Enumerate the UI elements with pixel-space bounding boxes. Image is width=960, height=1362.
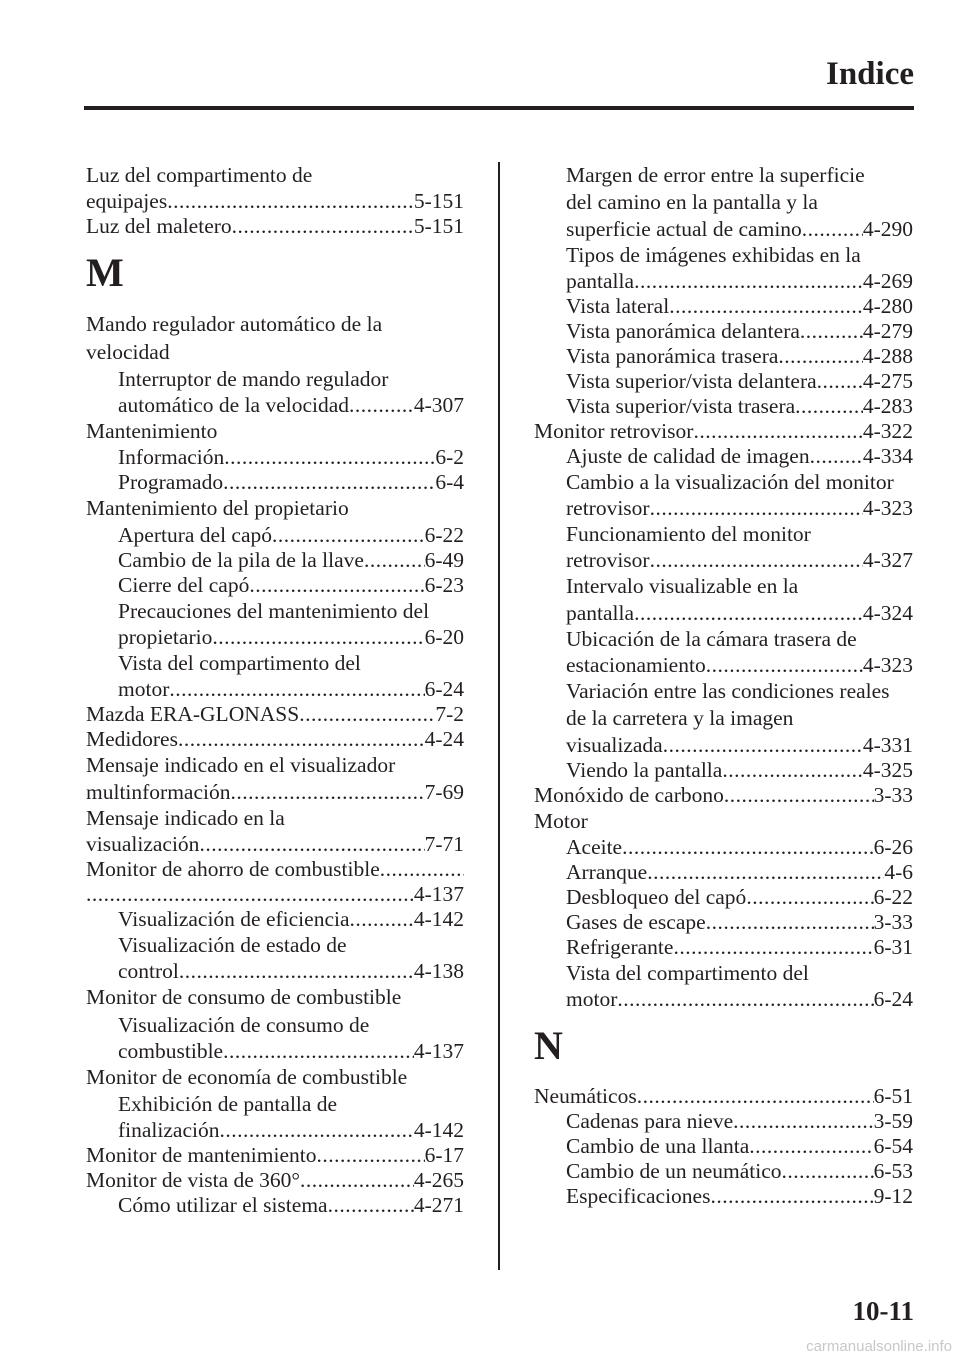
entry-page: 6-24 — [424, 677, 464, 702]
index-subheading: Exhibición de pantalla de — [118, 1092, 338, 1117]
entry-page: 6-54 — [873, 1134, 913, 1159]
entry-text: pantalla — [566, 600, 635, 625]
index-subheading: Visualización de consumo de — [118, 1012, 370, 1037]
index-entry — [86, 780, 464, 805]
entry-page: 7-2 — [435, 702, 464, 727]
entry-text: Gases de escape — [566, 909, 706, 934]
index-subheading: Tipos de imágenes exhibidas en la — [566, 242, 861, 267]
entry-page: 6-49 — [424, 547, 464, 572]
watermark: carmanualsonline.info — [806, 1338, 952, 1355]
entry-page: 4-24 — [424, 727, 464, 752]
index-subheading: Vista del compartimento del — [118, 651, 361, 676]
index-heading: Mando regulador automático de la — [86, 312, 383, 337]
entry-page: 6-23 — [424, 572, 464, 597]
index-subentry — [534, 319, 913, 344]
entry-page: 4-279 — [862, 318, 913, 343]
section-letter-m: M — [86, 250, 124, 296]
entry-page: 6-22 — [424, 522, 464, 547]
index-subentry — [86, 523, 464, 548]
entry-page: 4-331 — [862, 732, 913, 757]
entry-page: 4-271 — [413, 1193, 464, 1218]
index-entry — [534, 419, 913, 444]
page-number: 10-11 — [852, 1296, 914, 1326]
index-entry — [534, 1084, 913, 1109]
index-heading: Monitor de consumo de combustible — [86, 985, 402, 1010]
entry-text: Neumáticos — [534, 1084, 637, 1109]
index-subheading: Precauciones del mantenimiento del — [118, 598, 430, 623]
entry-page: 4-275 — [862, 368, 913, 393]
entry-text: Cambio de una llanta — [566, 1134, 750, 1159]
index-subentry — [534, 910, 913, 935]
index-subentry — [86, 445, 464, 470]
entry-text: Monitor retrovisor — [534, 418, 694, 443]
index-subentry — [534, 369, 913, 394]
entry-page: 4-290 — [862, 216, 913, 241]
index-heading: Motor — [534, 808, 588, 833]
entry-page: 4-327 — [862, 548, 913, 573]
entry-text: propietario — [118, 625, 213, 650]
entry-text: estacionamiento — [566, 653, 706, 678]
index-subheading: Intervalo visualizable en la — [566, 574, 799, 599]
entry-text: pantalla — [566, 268, 635, 293]
index-entry — [86, 189, 464, 214]
index-subentry — [86, 625, 464, 650]
index-subentry — [534, 758, 913, 783]
index-subentry — [86, 907, 464, 932]
index-heading: Mantenimiento — [86, 419, 218, 444]
index-entry-continuation — [86, 882, 464, 907]
entry-page: 4-288 — [862, 343, 913, 368]
index-subentry — [534, 344, 913, 369]
entry-page: 4-325 — [862, 757, 913, 782]
index-subentry — [534, 548, 913, 573]
entry-page: 6-22 — [873, 884, 913, 909]
index-subheading: Funcionamiento del monitor — [566, 522, 811, 547]
entry-page: 4-137 — [413, 1038, 464, 1063]
entry-page: 4-137 — [413, 881, 464, 906]
entry-page: 6-20 — [424, 625, 464, 650]
entry-text: motor — [566, 987, 618, 1012]
entry-text: Cierre del capó — [118, 572, 250, 597]
entry-text: retrovisor — [566, 496, 650, 521]
index-subentry — [86, 677, 464, 702]
entry-page: 4-323 — [862, 653, 913, 678]
index-subentry — [534, 653, 913, 678]
index-subentry — [534, 394, 913, 419]
index-subentry — [534, 294, 913, 319]
entry-text: Apertura del capó — [118, 522, 273, 547]
entry-text: automático de la velocidad — [118, 393, 350, 418]
entry-text: visualización — [86, 831, 200, 856]
entry-text: Arranque — [566, 859, 648, 884]
entry-text: Visualización de eficiencia — [118, 906, 350, 931]
index-subentry — [534, 1184, 913, 1209]
index-entry — [86, 214, 464, 239]
index-subheading: del camino en la pantalla y la — [566, 190, 818, 215]
entry-text: Vista panorámica delantera — [566, 318, 800, 343]
index-subheading: de la carretera y la imagen — [566, 706, 794, 731]
index-subentry — [86, 573, 464, 598]
entry-text: Monitor de vista de 360° — [86, 1168, 301, 1193]
entry-page: 6-24 — [873, 987, 913, 1012]
entry-page: 9-12 — [873, 1184, 913, 1209]
index-subheading: Visualización de estado de — [118, 932, 347, 957]
entry-page: 4-322 — [862, 418, 913, 443]
index-subentry — [86, 548, 464, 573]
entry-page: 6-4 — [435, 470, 464, 495]
index-heading: Mensaje indicado en la — [86, 805, 285, 830]
index-entry — [86, 702, 464, 727]
entry-page: 6-26 — [873, 834, 913, 859]
entry-text: Cambio de un neumático — [566, 1159, 782, 1184]
index-heading: Monitor de economía de combustible — [86, 1064, 408, 1089]
entry-page: 6-51 — [873, 1084, 913, 1109]
entry-text: Viendo la pantalla — [566, 757, 723, 782]
entry-text: Monitor de ahorro de combustible — [86, 856, 380, 881]
entry-text: multinformación — [86, 779, 231, 804]
entry-page: 4-142 — [413, 906, 464, 931]
entry-page: 4-6 — [884, 859, 913, 884]
entry-text: combustible — [118, 1038, 224, 1063]
entry-text: Vista lateral — [566, 293, 670, 318]
index-heading: Mensaje indicado en el visualizador — [86, 753, 396, 778]
index-subheading: Margen de error entre la superficie — [566, 163, 865, 187]
entry-text: Cadenas para nieve — [566, 1109, 734, 1134]
entry-text: Monitor de mantenimiento — [86, 1143, 317, 1168]
entry-text: finalización — [118, 1118, 220, 1143]
index-heading: velocidad — [86, 339, 170, 364]
index-column-right — [534, 162, 913, 1209]
index-subentry — [534, 885, 913, 910]
index-column-left — [86, 162, 464, 1218]
entry-text: Luz del maletero — [86, 214, 232, 239]
entry-page: 4-138 — [413, 959, 464, 984]
index-subheading: Cambio a la visualización del monitor — [566, 469, 894, 494]
entry-text: Aceite — [566, 834, 623, 859]
index-subentry — [534, 860, 913, 885]
index-subheading: Ubicación de la cámara trasera de — [566, 626, 857, 651]
entry-text: control — [118, 959, 179, 984]
entry-page: 7-69 — [424, 779, 464, 804]
entry-page: 3-59 — [873, 1109, 913, 1134]
entry-text: visualizada — [566, 732, 663, 757]
entry-text: superficie actual de camino — [566, 216, 802, 241]
index-subentry — [534, 835, 913, 860]
entry-page: 4-280 — [862, 293, 913, 318]
entry-page: 6-17 — [424, 1143, 464, 1168]
entry-text: motor — [118, 677, 170, 702]
entry-page: 5-151 — [413, 214, 464, 239]
entry-page: 3-33 — [873, 909, 913, 934]
section-letter-n: N — [534, 1023, 563, 1069]
index-subentry — [534, 935, 913, 960]
index-entry — [86, 857, 464, 882]
entry-page: 4-283 — [862, 393, 913, 418]
entry-page: 6-53 — [873, 1159, 913, 1184]
entry-page: 6-31 — [873, 934, 913, 959]
entry-text: Cómo utilizar el sistema — [118, 1193, 328, 1218]
index-heading: Mantenimiento del propietario — [86, 496, 349, 521]
index-subentry — [534, 496, 913, 521]
index-entry — [86, 727, 464, 752]
index-subentry — [534, 733, 913, 758]
entry-page: 4-323 — [862, 496, 913, 521]
entry-page: 4-324 — [862, 600, 913, 625]
entry-text: Ajuste de calidad de imagen — [566, 443, 810, 468]
index-entry — [86, 1143, 464, 1168]
entry-page: 4-307 — [413, 393, 464, 418]
index-subentry — [86, 1039, 464, 1064]
index-subentry — [86, 1193, 464, 1218]
entry-text: retrovisor — [566, 548, 650, 573]
entry-page: 3-33 — [873, 782, 913, 807]
header-divider — [84, 106, 914, 110]
index-heading: Luz del compartimento de — [86, 163, 313, 187]
entry-text: Programado — [118, 470, 224, 495]
entry-text: Especificaciones — [566, 1184, 711, 1209]
entry-page: 4-265 — [413, 1168, 464, 1193]
index-subentry — [534, 444, 913, 469]
index-subentry — [86, 1118, 464, 1143]
index-subentry — [534, 987, 913, 1012]
entry-page: 4-269 — [862, 268, 913, 293]
index-entry — [86, 832, 464, 857]
entry-page: 6-2 — [435, 445, 464, 470]
index-subentry — [534, 269, 913, 294]
entry-text: Información — [118, 445, 225, 470]
entry-text: equipajes — [86, 189, 168, 214]
entry-text: Desbloqueo del capó — [566, 884, 747, 909]
column-divider — [498, 162, 500, 1270]
entry-page: 7-71 — [424, 831, 464, 856]
entry-text: Monóxido de carbono — [534, 782, 724, 807]
index-subentry — [86, 470, 464, 495]
index-subheading: Vista del compartimento del — [566, 960, 809, 985]
entry-text: Vista superior/vista trasera — [566, 393, 796, 418]
entry-text: Vista panorámica trasera — [566, 343, 779, 368]
entry-text: Refrigerante — [566, 934, 674, 959]
page-title: Indice — [825, 56, 914, 92]
index-subentry — [86, 959, 464, 984]
entry-page: 4-142 — [413, 1118, 464, 1143]
index-subentry — [534, 1109, 913, 1134]
index-entry — [86, 1168, 464, 1193]
entry-text: Vista superior/vista delantera — [566, 368, 817, 393]
entry-text: Mazda ERA-GLONASS — [86, 702, 300, 727]
index-entry — [534, 783, 913, 808]
entry-text: Medidores — [86, 727, 178, 752]
index-subentry — [534, 1134, 913, 1159]
entry-page: 5-151 — [413, 189, 464, 214]
index-subentry — [534, 601, 913, 626]
index-subheading: Interruptor de mando regulador — [118, 366, 389, 391]
entry-text: Cambio de la pila de la llave — [118, 547, 364, 572]
index-subentry — [534, 1159, 913, 1184]
index-subheading: Variación entre las condiciones reales — [566, 679, 890, 704]
index-subentry — [534, 217, 913, 242]
entry-page: 4-334 — [862, 443, 913, 468]
index-subentry — [86, 393, 464, 418]
